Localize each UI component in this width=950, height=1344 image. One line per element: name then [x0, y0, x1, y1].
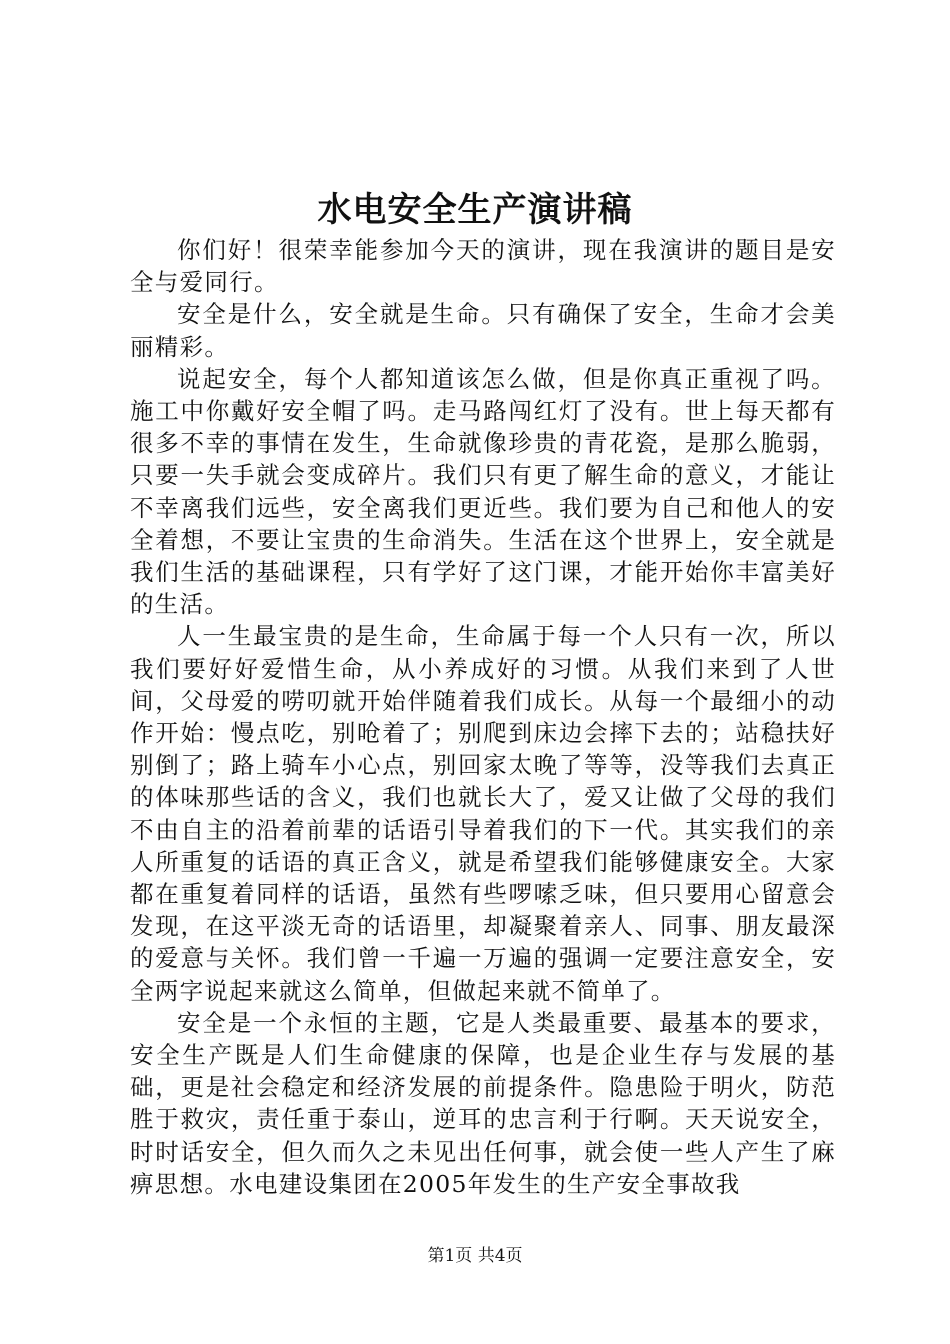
document-title: 水电安全生产演讲稿 — [317, 190, 633, 230]
page-number-footer: 第1页 共4页 — [427, 1246, 523, 1266]
document-body — [130, 234, 836, 1200]
paragraph: 说起安全，每个人都知道该怎么做，但是你真正重视了吗。施工中你戴好安全帽了吗。走马路闯红灯了没有。世上每天都有很多不幸的事情在发生，生命就像珍贵的青花瓷，是那么脆弱，只要一失手就会变成碎片。我们只有更了解生命的意义，才能让不幸离我们远些，安全离我们更近些。我们要为自己和他人的安全着想，不要让宝贵的生命消失。生活在这个世界上，安全就是我们生活的基础课程，只有学好了这门课，才能开始你丰富美好的生活。 — [130, 364, 836, 619]
paragraph: 人一生最宝贵的是生命，生命属于每一个人只有一次，所以我们要好好爱惜生命，从小养成好的习惯。从我们来到了人世间，父母爱的唠叨就开始伴随着我们成长。从每一个最细小的动作开始：慢点吃，别呛着了；别爬到床边会摔下去的；站稳扶好别倒了；路上骑车小心点，别回家太晚了等等，没等我们去真正的体味那些话的含义，我们也就长大了，爱又让做了父母的我们不由自主的沿着前辈的话语引导着我们的下一代。其实我们的亲人所重复的话语的真正含义，就是希望我们能够健康安全。大家都在重复着同样的话语，虽然有些啰嗦乏味，但只要用心留意会发现，在这平淡无奇的话语里，却凝聚着亲人、同事、朋友最深的爱意与关怀。我们曾一千遍一万遍的强调一定要注意安全，安全两字说起来就这么简单，但做起来就不简单了。 — [130, 622, 836, 1005]
paragraph: 安全是一个永恒的主题，它是人类最重要、最基本的要求，安全生产既是人们生命健康的保障，也是企业生存与发展的基础，更是社会稳定和经济发展的前提条件。隐患险于明火，防范胜于救灾，责任重于泰山，逆耳的忠言利于行啊。天天说安全，时时话安全，但久而久之未见出任何事，就会使一些人产生了麻痹思想。水电建设集团在2005年发生的生产安全事故我 — [130, 1008, 836, 1198]
paragraph: 你们好！很荣幸能参加今天的演讲，现在我演讲的题目是安全与爱同行。 — [130, 236, 836, 297]
paragraph: 安全是什么，安全就是生命。只有确保了安全，生命才会美丽精彩。 — [130, 300, 836, 361]
